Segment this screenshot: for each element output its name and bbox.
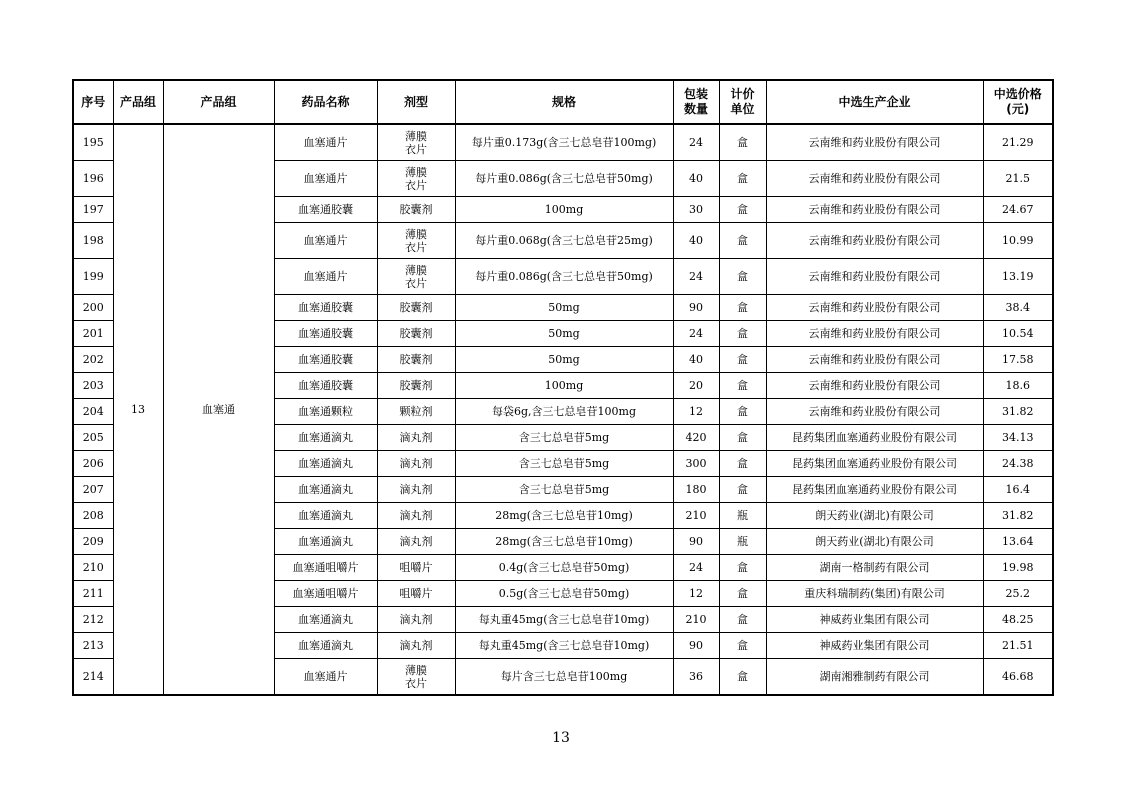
cell-drug-name: 血塞通胶囊 — [274, 295, 377, 321]
cell-drug-name: 血塞通胶囊 — [274, 347, 377, 373]
cell-unit: 盒 — [719, 295, 766, 321]
cell-dosage-form — [377, 451, 455, 477]
cell-price: 13.19 — [983, 259, 1053, 295]
cell-spec: 100mg — [455, 373, 673, 399]
cell-spec: 含三七总皂苷5mg — [455, 425, 673, 451]
dosage-form-line: 衣片 — [405, 276, 427, 290]
page-number: 13 — [552, 730, 570, 746]
cell-spec: 28mg(含三七总皂苷10mg) — [455, 529, 673, 555]
cell-dosage-form — [377, 529, 455, 555]
cell-drug-name: 血塞通滴丸 — [274, 425, 377, 451]
dosage-form-line: 滴丸剂 — [399, 535, 433, 548]
cell-company: 神威药业集团有限公司 — [766, 607, 983, 633]
cell-drug-name: 血塞通片 — [274, 223, 377, 259]
table-row — [73, 124, 1053, 161]
cell-price: 21.29 — [983, 124, 1053, 161]
cell-dosage-form — [377, 581, 455, 607]
cell-spec: 每片重0.086g(含三七总皂苷50mg) — [455, 259, 673, 295]
cell-dosage-form — [377, 321, 455, 347]
header-unit — [719, 80, 766, 124]
cell-spec: 100mg — [455, 197, 673, 223]
cell-seq: 208 — [73, 503, 113, 529]
cell-company: 云南维和药业股份有限公司 — [766, 295, 983, 321]
cell-price: 10.54 — [983, 321, 1053, 347]
cell-spec: 0.4g(含三七总皂苷50mg) — [455, 555, 673, 581]
dosage-form-line: 薄膜 — [405, 129, 427, 143]
cell-spec: 每丸重45mg(含三七总皂苷10mg) — [455, 607, 673, 633]
dosage-form-line: 胶囊剂 — [399, 379, 433, 392]
cell-drug-name: 血塞通片 — [274, 124, 377, 161]
header-unit-line1: 计价 — [730, 87, 755, 101]
cell-drug-name: 血塞通咀嚼片 — [274, 555, 377, 581]
cell-spec: 含三七总皂苷5mg — [455, 451, 673, 477]
cell-company: 昆药集团血塞通药业股份有限公司 — [766, 477, 983, 503]
cell-company: 云南维和药业股份有限公司 — [766, 321, 983, 347]
cell-dosage-form — [377, 425, 455, 451]
dosage-form-line: 薄膜 — [405, 263, 427, 277]
cell-pack-qty: 36 — [673, 659, 719, 696]
dosage-form-line: 薄膜 — [405, 165, 427, 179]
cell-unit: 瓶 — [719, 503, 766, 529]
cell-pack-qty: 12 — [673, 399, 719, 425]
dosage-form-line: 滴丸剂 — [399, 639, 433, 652]
cell-spec: 每袋6g,含三七总皂苷100mg — [455, 399, 673, 425]
header-group-no: 产品组 — [113, 80, 163, 124]
cell-dosage-form — [377, 555, 455, 581]
header-unit-line2: 单位 — [730, 102, 755, 116]
cell-seq: 199 — [73, 259, 113, 295]
cell-seq: 210 — [73, 555, 113, 581]
cell-unit: 盒 — [719, 425, 766, 451]
cell-spec: 每片含三七总皂苷100mg — [455, 659, 673, 696]
cell-seq: 195 — [73, 124, 113, 161]
cell-unit: 盒 — [719, 555, 766, 581]
cell-pack-qty: 24 — [673, 555, 719, 581]
dosage-form-line: 胶囊剂 — [399, 203, 433, 216]
cell-drug-name: 血塞通滴丸 — [274, 451, 377, 477]
cell-price: 24.38 — [983, 451, 1053, 477]
cell-company: 湖南一格制药有限公司 — [766, 555, 983, 581]
cell-pack-qty: 90 — [673, 529, 719, 555]
cell-seq: 203 — [73, 373, 113, 399]
cell-price: 21.51 — [983, 633, 1053, 659]
cell-seq: 196 — [73, 161, 113, 197]
cell-seq: 211 — [73, 581, 113, 607]
cell-unit: 盒 — [719, 477, 766, 503]
cell-pack-qty: 40 — [673, 223, 719, 259]
procurement-table — [72, 79, 1054, 696]
cell-unit: 盒 — [719, 197, 766, 223]
header-pack-qty-line1: 包装 — [683, 87, 708, 101]
cell-unit: 盒 — [719, 124, 766, 161]
header-price-line1: 中选价格 — [993, 87, 1042, 101]
cell-company: 云南维和药业股份有限公司 — [766, 223, 983, 259]
header-row — [73, 80, 1053, 124]
dosage-form-line: 衣片 — [405, 142, 427, 156]
cell-price: 16.4 — [983, 477, 1053, 503]
cell-seq: 214 — [73, 659, 113, 696]
cell-seq: 200 — [73, 295, 113, 321]
cell-pack-qty: 24 — [673, 124, 719, 161]
cell-drug-name: 血塞通片 — [274, 259, 377, 295]
cell-price: 10.99 — [983, 223, 1053, 259]
dosage-form-line: 薄膜 — [405, 227, 427, 241]
cell-unit: 盒 — [719, 581, 766, 607]
dosage-form-line: 衣片 — [405, 676, 427, 690]
dosage-form-line: 滴丸剂 — [399, 483, 433, 496]
dosage-form-line: 胶囊剂 — [399, 327, 433, 340]
cell-company: 昆药集团血塞通药业股份有限公司 — [766, 425, 983, 451]
cell-company: 云南维和药业股份有限公司 — [766, 124, 983, 161]
cell-pack-qty: 24 — [673, 321, 719, 347]
cell-company: 神威药业集团有限公司 — [766, 633, 983, 659]
dosage-form-line: 滴丸剂 — [399, 431, 433, 444]
cell-dosage-form — [377, 373, 455, 399]
cell-pack-qty: 300 — [673, 451, 719, 477]
cell-drug-name: 血塞通咀嚼片 — [274, 581, 377, 607]
cell-dosage-form — [377, 347, 455, 373]
cell-dosage-form — [377, 259, 455, 295]
header-pack-qty-line2: 数量 — [683, 102, 708, 116]
cell-drug-name: 血塞通滴丸 — [274, 503, 377, 529]
cell-seq: 206 — [73, 451, 113, 477]
cell-price: 46.68 — [983, 659, 1053, 696]
cell-drug-name: 血塞通滴丸 — [274, 529, 377, 555]
header-group-name: 产品组 — [163, 80, 274, 124]
cell-dosage-form — [377, 399, 455, 425]
cell-company: 云南维和药业股份有限公司 — [766, 161, 983, 197]
cell-seq: 205 — [73, 425, 113, 451]
cell-spec: 50mg — [455, 295, 673, 321]
cell-spec: 50mg — [455, 347, 673, 373]
cell-price: 48.25 — [983, 607, 1053, 633]
cell-company: 云南维和药业股份有限公司 — [766, 259, 983, 295]
header-price-line2: (元) — [1006, 102, 1030, 116]
cell-pack-qty: 90 — [673, 633, 719, 659]
cell-unit: 盒 — [719, 373, 766, 399]
dosage-form-line: 颗粒剂 — [399, 405, 433, 418]
cell-company: 云南维和药业股份有限公司 — [766, 347, 983, 373]
cell-seq: 207 — [73, 477, 113, 503]
dosage-form-line: 咀嚼片 — [399, 587, 433, 600]
cell-unit: 盒 — [719, 451, 766, 477]
cell-price: 38.4 — [983, 295, 1053, 321]
cell-pack-qty: 30 — [673, 197, 719, 223]
cell-seq: 198 — [73, 223, 113, 259]
cell-spec: 0.5g(含三七总皂苷50mg) — [455, 581, 673, 607]
cell-company: 朗天药业(湖北)有限公司 — [766, 529, 983, 555]
cell-group-name: 血塞通 — [163, 124, 274, 695]
cell-pack-qty: 180 — [673, 477, 719, 503]
cell-spec: 每片重0.068g(含三七总皂苷25mg) — [455, 223, 673, 259]
cell-drug-name: 血塞通胶囊 — [274, 197, 377, 223]
header-price — [983, 80, 1053, 124]
cell-seq: 197 — [73, 197, 113, 223]
cell-spec: 含三七总皂苷5mg — [455, 477, 673, 503]
cell-dosage-form — [377, 503, 455, 529]
dosage-form-line: 滴丸剂 — [399, 613, 433, 626]
cell-drug-name: 血塞通片 — [274, 161, 377, 197]
cell-dosage-form — [377, 659, 455, 696]
dosage-form-line: 滴丸剂 — [399, 457, 433, 470]
cell-pack-qty: 210 — [673, 503, 719, 529]
cell-unit: 盒 — [719, 321, 766, 347]
cell-seq: 201 — [73, 321, 113, 347]
cell-pack-qty: 40 — [673, 161, 719, 197]
cell-drug-name: 血塞通滴丸 — [274, 607, 377, 633]
cell-unit: 瓶 — [719, 529, 766, 555]
cell-unit: 盒 — [719, 161, 766, 197]
dosage-form-line: 胶囊剂 — [399, 301, 433, 314]
cell-dosage-form — [377, 197, 455, 223]
dosage-form-line: 胶囊剂 — [399, 353, 433, 366]
header-pack-qty — [673, 80, 719, 124]
cell-dosage-form — [377, 633, 455, 659]
cell-price: 19.98 — [983, 555, 1053, 581]
cell-pack-qty: 210 — [673, 607, 719, 633]
cell-unit: 盒 — [719, 347, 766, 373]
cell-seq: 209 — [73, 529, 113, 555]
cell-price: 25.2 — [983, 581, 1053, 607]
dosage-form-line: 咀嚼片 — [399, 561, 433, 574]
cell-spec: 50mg — [455, 321, 673, 347]
cell-dosage-form — [377, 124, 455, 161]
cell-drug-name: 血塞通片 — [274, 659, 377, 696]
cell-pack-qty: 90 — [673, 295, 719, 321]
cell-spec: 每片重0.086g(含三七总皂苷50mg) — [455, 161, 673, 197]
cell-company: 湖南湘雅制药有限公司 — [766, 659, 983, 696]
cell-unit: 盒 — [719, 399, 766, 425]
cell-unit: 盒 — [719, 633, 766, 659]
cell-price: 31.82 — [983, 503, 1053, 529]
cell-company: 重庆科瑞制药(集团)有限公司 — [766, 581, 983, 607]
cell-price: 31.82 — [983, 399, 1053, 425]
dosage-form-line: 衣片 — [405, 240, 427, 254]
cell-unit: 盒 — [719, 223, 766, 259]
cell-unit: 盒 — [719, 607, 766, 633]
cell-price: 34.13 — [983, 425, 1053, 451]
cell-pack-qty: 24 — [673, 259, 719, 295]
cell-price: 13.64 — [983, 529, 1053, 555]
cell-dosage-form — [377, 161, 455, 197]
cell-unit: 盒 — [719, 659, 766, 696]
cell-spec: 28mg(含三七总皂苷10mg) — [455, 503, 673, 529]
cell-drug-name: 血塞通滴丸 — [274, 477, 377, 503]
header-spec: 规格 — [455, 80, 673, 124]
header-seq: 序号 — [73, 80, 113, 124]
cell-unit: 盒 — [719, 259, 766, 295]
cell-company: 昆药集团血塞通药业股份有限公司 — [766, 451, 983, 477]
cell-company: 云南维和药业股份有限公司 — [766, 399, 983, 425]
cell-spec: 每片重0.173g(含三七总皂苷100mg) — [455, 124, 673, 161]
cell-drug-name: 血塞通滴丸 — [274, 633, 377, 659]
dosage-form-line: 滴丸剂 — [399, 509, 433, 522]
cell-price: 24.67 — [983, 197, 1053, 223]
dosage-form-line: 衣片 — [405, 178, 427, 192]
cell-seq: 212 — [73, 607, 113, 633]
cell-dosage-form — [377, 607, 455, 633]
cell-pack-qty: 420 — [673, 425, 719, 451]
cell-dosage-form — [377, 295, 455, 321]
cell-pack-qty: 12 — [673, 581, 719, 607]
cell-price: 17.58 — [983, 347, 1053, 373]
header-company: 中选生产企业 — [766, 80, 983, 124]
cell-company: 朗天药业(湖北)有限公司 — [766, 503, 983, 529]
cell-company: 云南维和药业股份有限公司 — [766, 197, 983, 223]
cell-price: 21.5 — [983, 161, 1053, 197]
header-dosage-form: 剂型 — [377, 80, 455, 124]
table-body — [73, 124, 1053, 695]
cell-pack-qty: 40 — [673, 347, 719, 373]
cell-seq: 204 — [73, 399, 113, 425]
header-drug-name: 药品名称 — [274, 80, 377, 124]
dosage-form-line: 薄膜 — [405, 663, 427, 677]
cell-drug-name: 血塞通颗粒 — [274, 399, 377, 425]
cell-spec: 每丸重45mg(含三七总皂苷10mg) — [455, 633, 673, 659]
cell-pack-qty: 20 — [673, 373, 719, 399]
cell-dosage-form — [377, 477, 455, 503]
cell-drug-name: 血塞通胶囊 — [274, 321, 377, 347]
cell-company: 云南维和药业股份有限公司 — [766, 373, 983, 399]
cell-drug-name: 血塞通胶囊 — [274, 373, 377, 399]
cell-seq: 202 — [73, 347, 113, 373]
cell-price: 18.6 — [983, 373, 1053, 399]
cell-seq: 213 — [73, 633, 113, 659]
cell-dosage-form — [377, 223, 455, 259]
cell-group-number: 13 — [113, 124, 163, 695]
